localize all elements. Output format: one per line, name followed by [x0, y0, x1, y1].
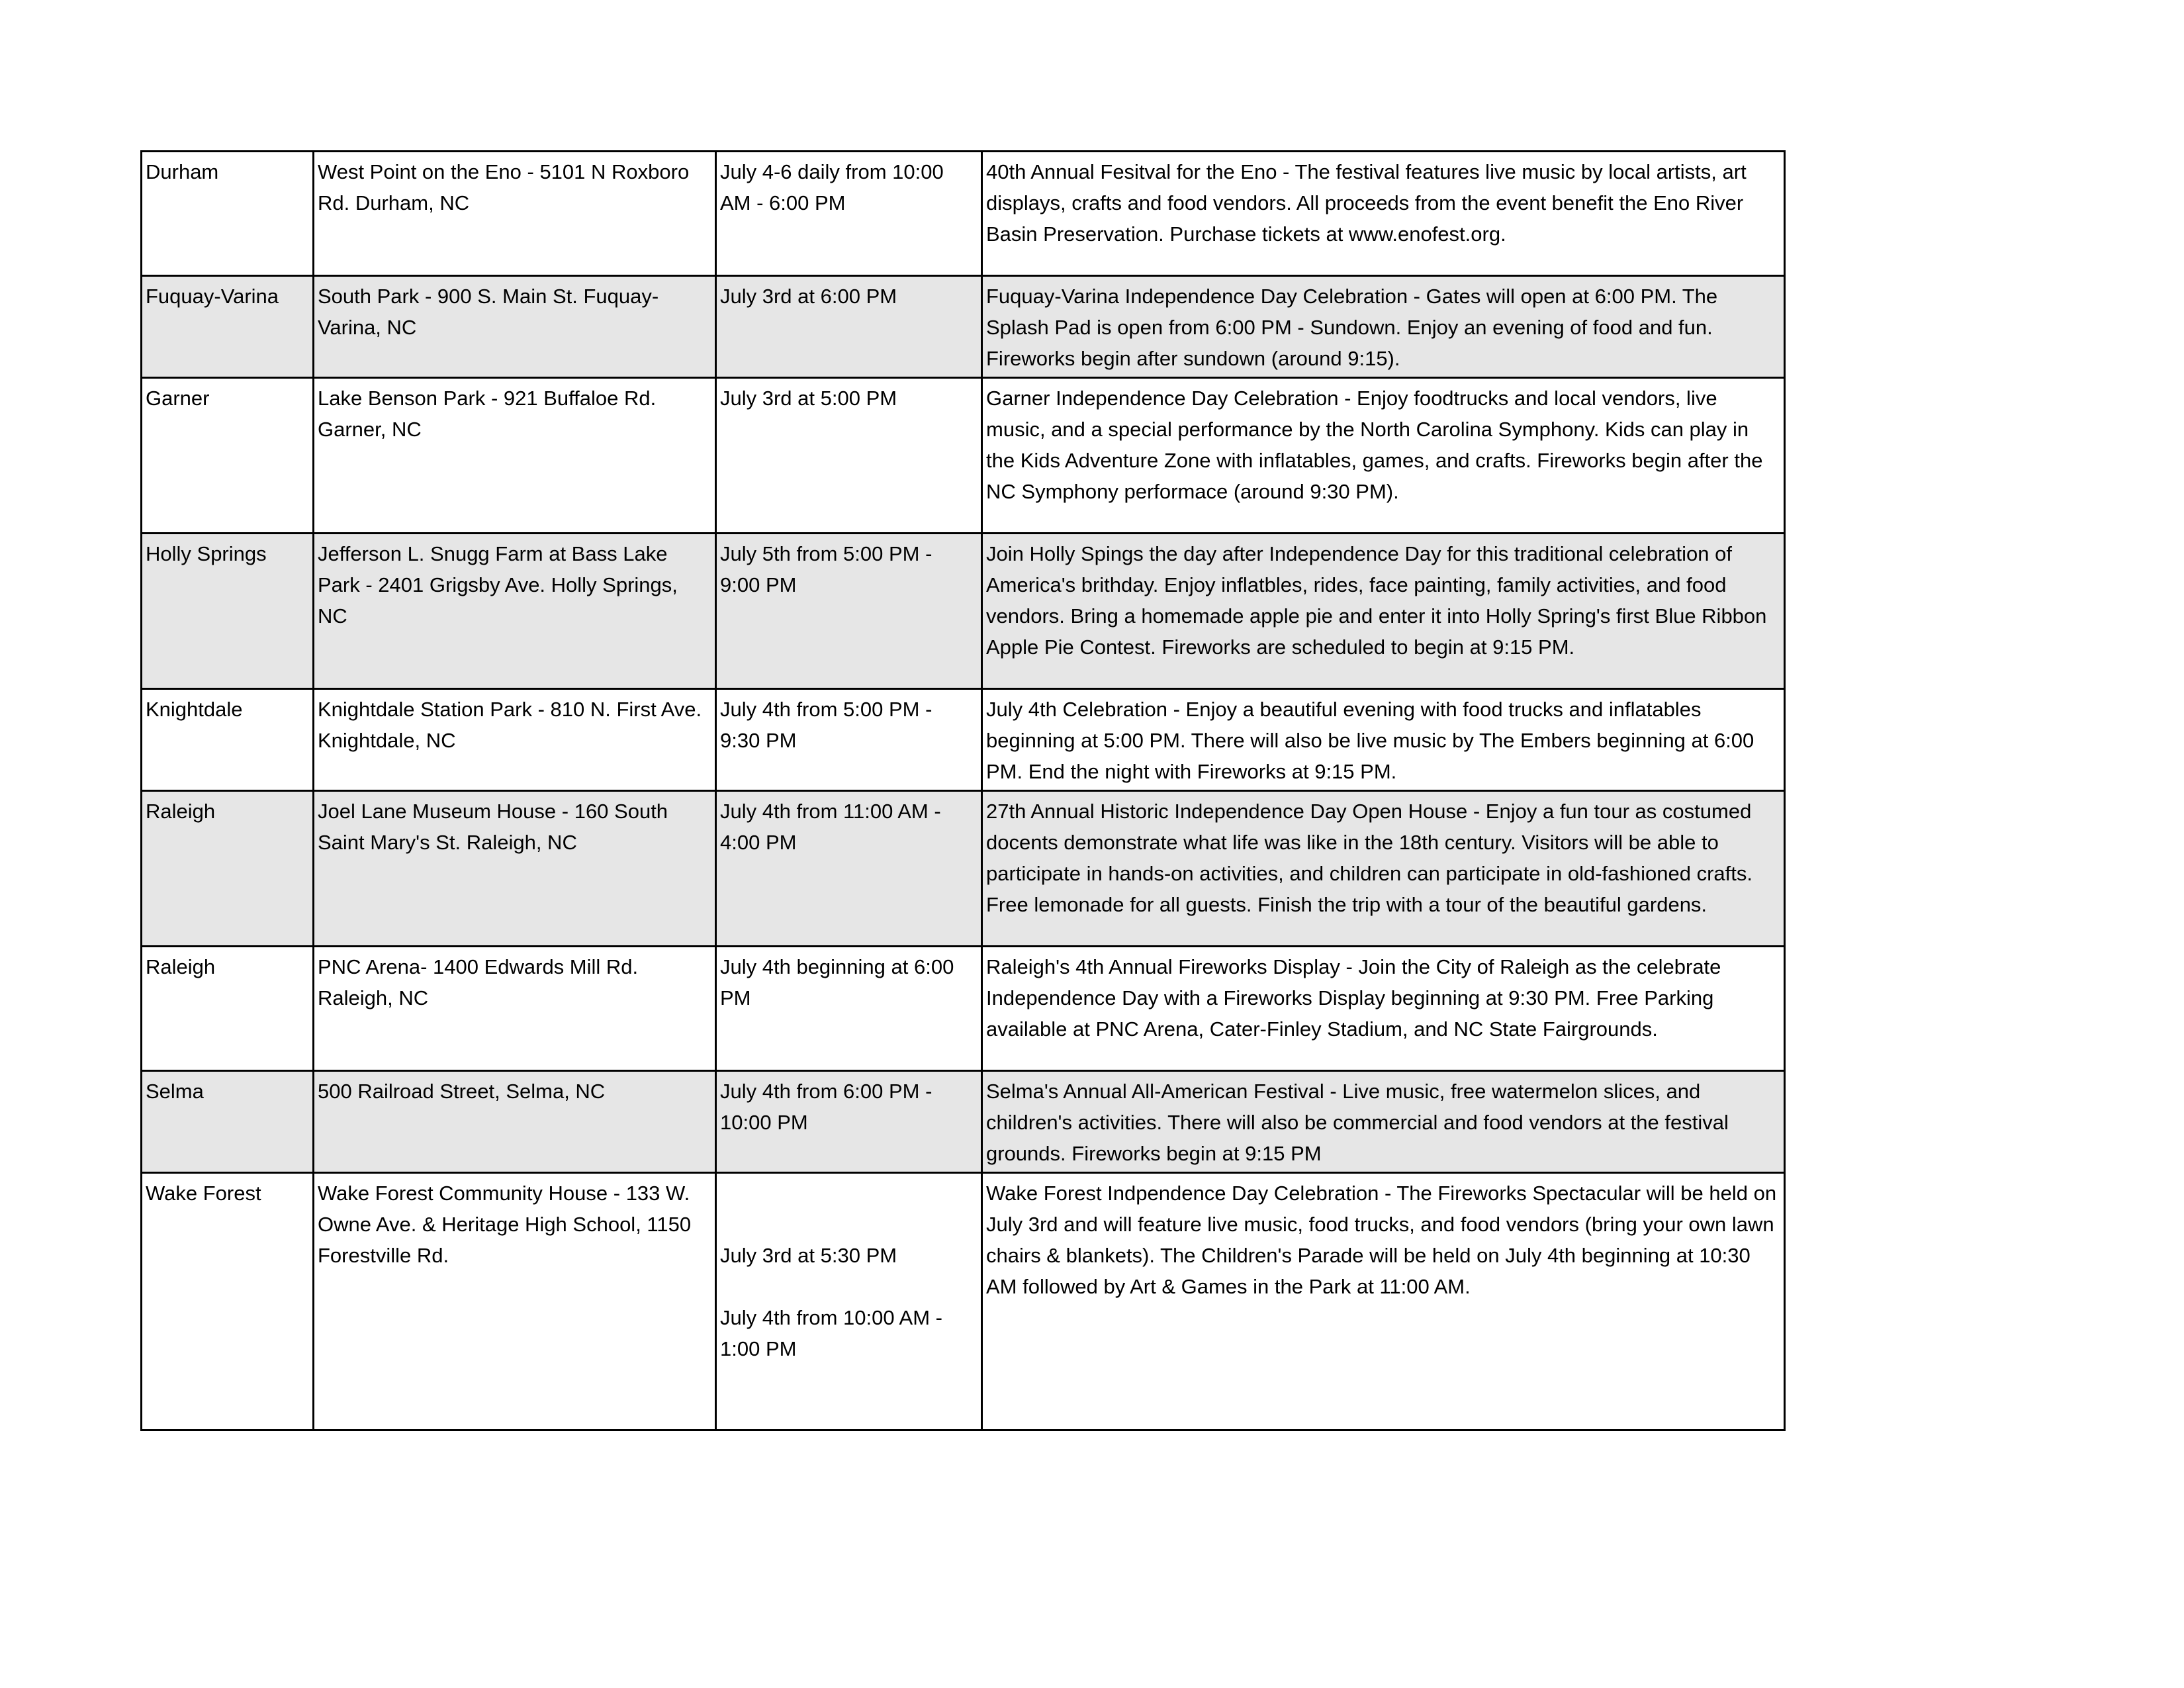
description-cell: Raleigh's 4th Annual Fireworks Display - Join the City of Raleigh as the celebrate Independence Day with a Fireworks Display beginning at 9:30 PM. Free Parking available at PNC Arena, Cater-Finley Stadium, and NC State Fairgrounds.	[982, 947, 1785, 1071]
table-row	[142, 791, 1785, 947]
city-cell: Raleigh	[142, 791, 314, 947]
date-cell: July 4th from 11:00 AM - 4:00 PM	[716, 791, 982, 947]
table-row	[142, 947, 1785, 1071]
description-cell: Garner Independence Day Celebration - Enjoy foodtrucks and local vendors, live music, and a special performance by the North Carolina Symphony. Kids can play in the Kids Adventure Zone with inflatables, games, and crafts. Fireworks begin after the NC Symphony performace (around 9:30 PM).	[982, 378, 1785, 534]
city-cell: Selma	[142, 1071, 314, 1173]
description-cell: Join Holly Spings the day after Independence Day for this traditional celebration of America's brithday. Enjoy inflatbles, rides, face painting, family activities, and food vendors. Bring a homemade apple pie and enter it into Holly Spring's first Blue Ribbon Apple Pie Contest. Fireworks are scheduled to begin at 9:15 PM.	[982, 534, 1785, 689]
location-cell: Joel Lane Museum House - 160 South Saint Mary's St. Raleigh, NC	[314, 791, 716, 947]
city-cell: Garner	[142, 378, 314, 534]
description-cell: 27th Annual Historic Independence Day Open House - Enjoy a fun tour as costumed docents demonstrate what life was like in the 18th century. Visitors will be able to participate in hands-on activities, and children can participate in old-fashioned crafts. Free lemonade for all guests. Finish the trip with a tour of the beautiful gardens.	[982, 791, 1785, 947]
location-cell: Wake Forest Community House - 133 W. Owne Ave. & Heritage High School, 1150 Forestville Rd.	[314, 1173, 716, 1430]
description-cell: Selma's Annual All-American Festival - Live music, free watermelon slices, and children's activities. There will also be commercial and food vendors at the festival grounds. Fireworks begin at 9:15 PM	[982, 1071, 1785, 1173]
location-cell: 500 Railroad Street, Selma, NC	[314, 1071, 716, 1173]
description-cell: Wake Forest Indpendence Day Celebration - The Fireworks Spectacular will be held on July 3rd and will feature live music, food trucks, and food vendors (bring your own lawn chairs & blankets). The Children's Parade will be held on July 4th beginning at 10:30 AM followed by Art & Games in the Park at 11:00 AM.	[982, 1173, 1785, 1430]
description-cell: Fuquay-Varina Independence Day Celebration - Gates will open at 6:00 PM. The Splash Pad is open from 6:00 PM - Sundown. Enjoy an evening of food and fun. Fireworks begin after sundown (around 9:15).	[982, 276, 1785, 378]
city-cell: Wake Forest	[142, 1173, 314, 1430]
location-cell: Lake Benson Park - 921 Buffaloe Rd. Garner, NC	[314, 378, 716, 534]
table-row	[142, 378, 1785, 534]
date-cell: July 4-6 daily from 10:00 AM - 6:00 PM	[716, 152, 982, 276]
date-first: July 3rd at 5:30 PM	[720, 1244, 897, 1267]
location-cell: PNC Arena- 1400 Edwards Mill Rd. Raleigh, NC	[314, 947, 716, 1071]
events-table	[140, 150, 1786, 1431]
table-row	[142, 689, 1785, 791]
table-row	[142, 534, 1785, 689]
date-cell-content	[720, 1209, 978, 1395]
date-cell: July 3rd at 5:00 PM	[716, 378, 982, 534]
location-cell: West Point on the Eno - 5101 N Roxboro Rd. Durham, NC	[314, 152, 716, 276]
city-cell: Knightdale	[142, 689, 314, 791]
date-second: July 4th from 10:00 AM - 1:00 PM	[720, 1306, 942, 1360]
table-row	[142, 1071, 1785, 1173]
city-cell: Raleigh	[142, 947, 314, 1071]
description-cell: July 4th Celebration - Enjoy a beautiful evening with food trucks and inflatables beginning at 5:00 PM. There will also be live music by The Embers beginning at 6:00 PM. End the night with Fireworks at 9:15 PM.	[982, 689, 1785, 791]
date-cell: July 3rd at 6:00 PM	[716, 276, 982, 378]
date-cell: July 4th from 6:00 PM - 10:00 PM	[716, 1071, 982, 1173]
location-cell: Knightdale Station Park - 810 N. First Ave. Knightdale, NC	[314, 689, 716, 791]
date-cell: July 4th beginning at 6:00 PM	[716, 947, 982, 1071]
city-cell: Fuquay-Varina	[142, 276, 314, 378]
location-cell: South Park - 900 S. Main St. Fuquay-Varina, NC	[314, 276, 716, 378]
table-row	[142, 152, 1785, 276]
date-cell: July 5th from 5:00 PM - 9:00 PM	[716, 534, 982, 689]
description-cell: 40th Annual Fesitval for the Eno - The festival features live music by local artists, art displays, crafts and food vendors. All proceeds from the event benefit the Eno River Basin Preservation. Purchase tickets at www.enofest.org.	[982, 152, 1785, 276]
city-cell: Durham	[142, 152, 314, 276]
table-row	[142, 1173, 1785, 1430]
date-cell	[716, 1173, 982, 1430]
city-cell: Holly Springs	[142, 534, 314, 689]
date-cell: July 4th from 5:00 PM - 9:30 PM	[716, 689, 982, 791]
location-cell: Jefferson L. Snugg Farm at Bass Lake Park - 2401 Grigsby Ave. Holly Springs, NC	[314, 534, 716, 689]
table-row	[142, 276, 1785, 378]
